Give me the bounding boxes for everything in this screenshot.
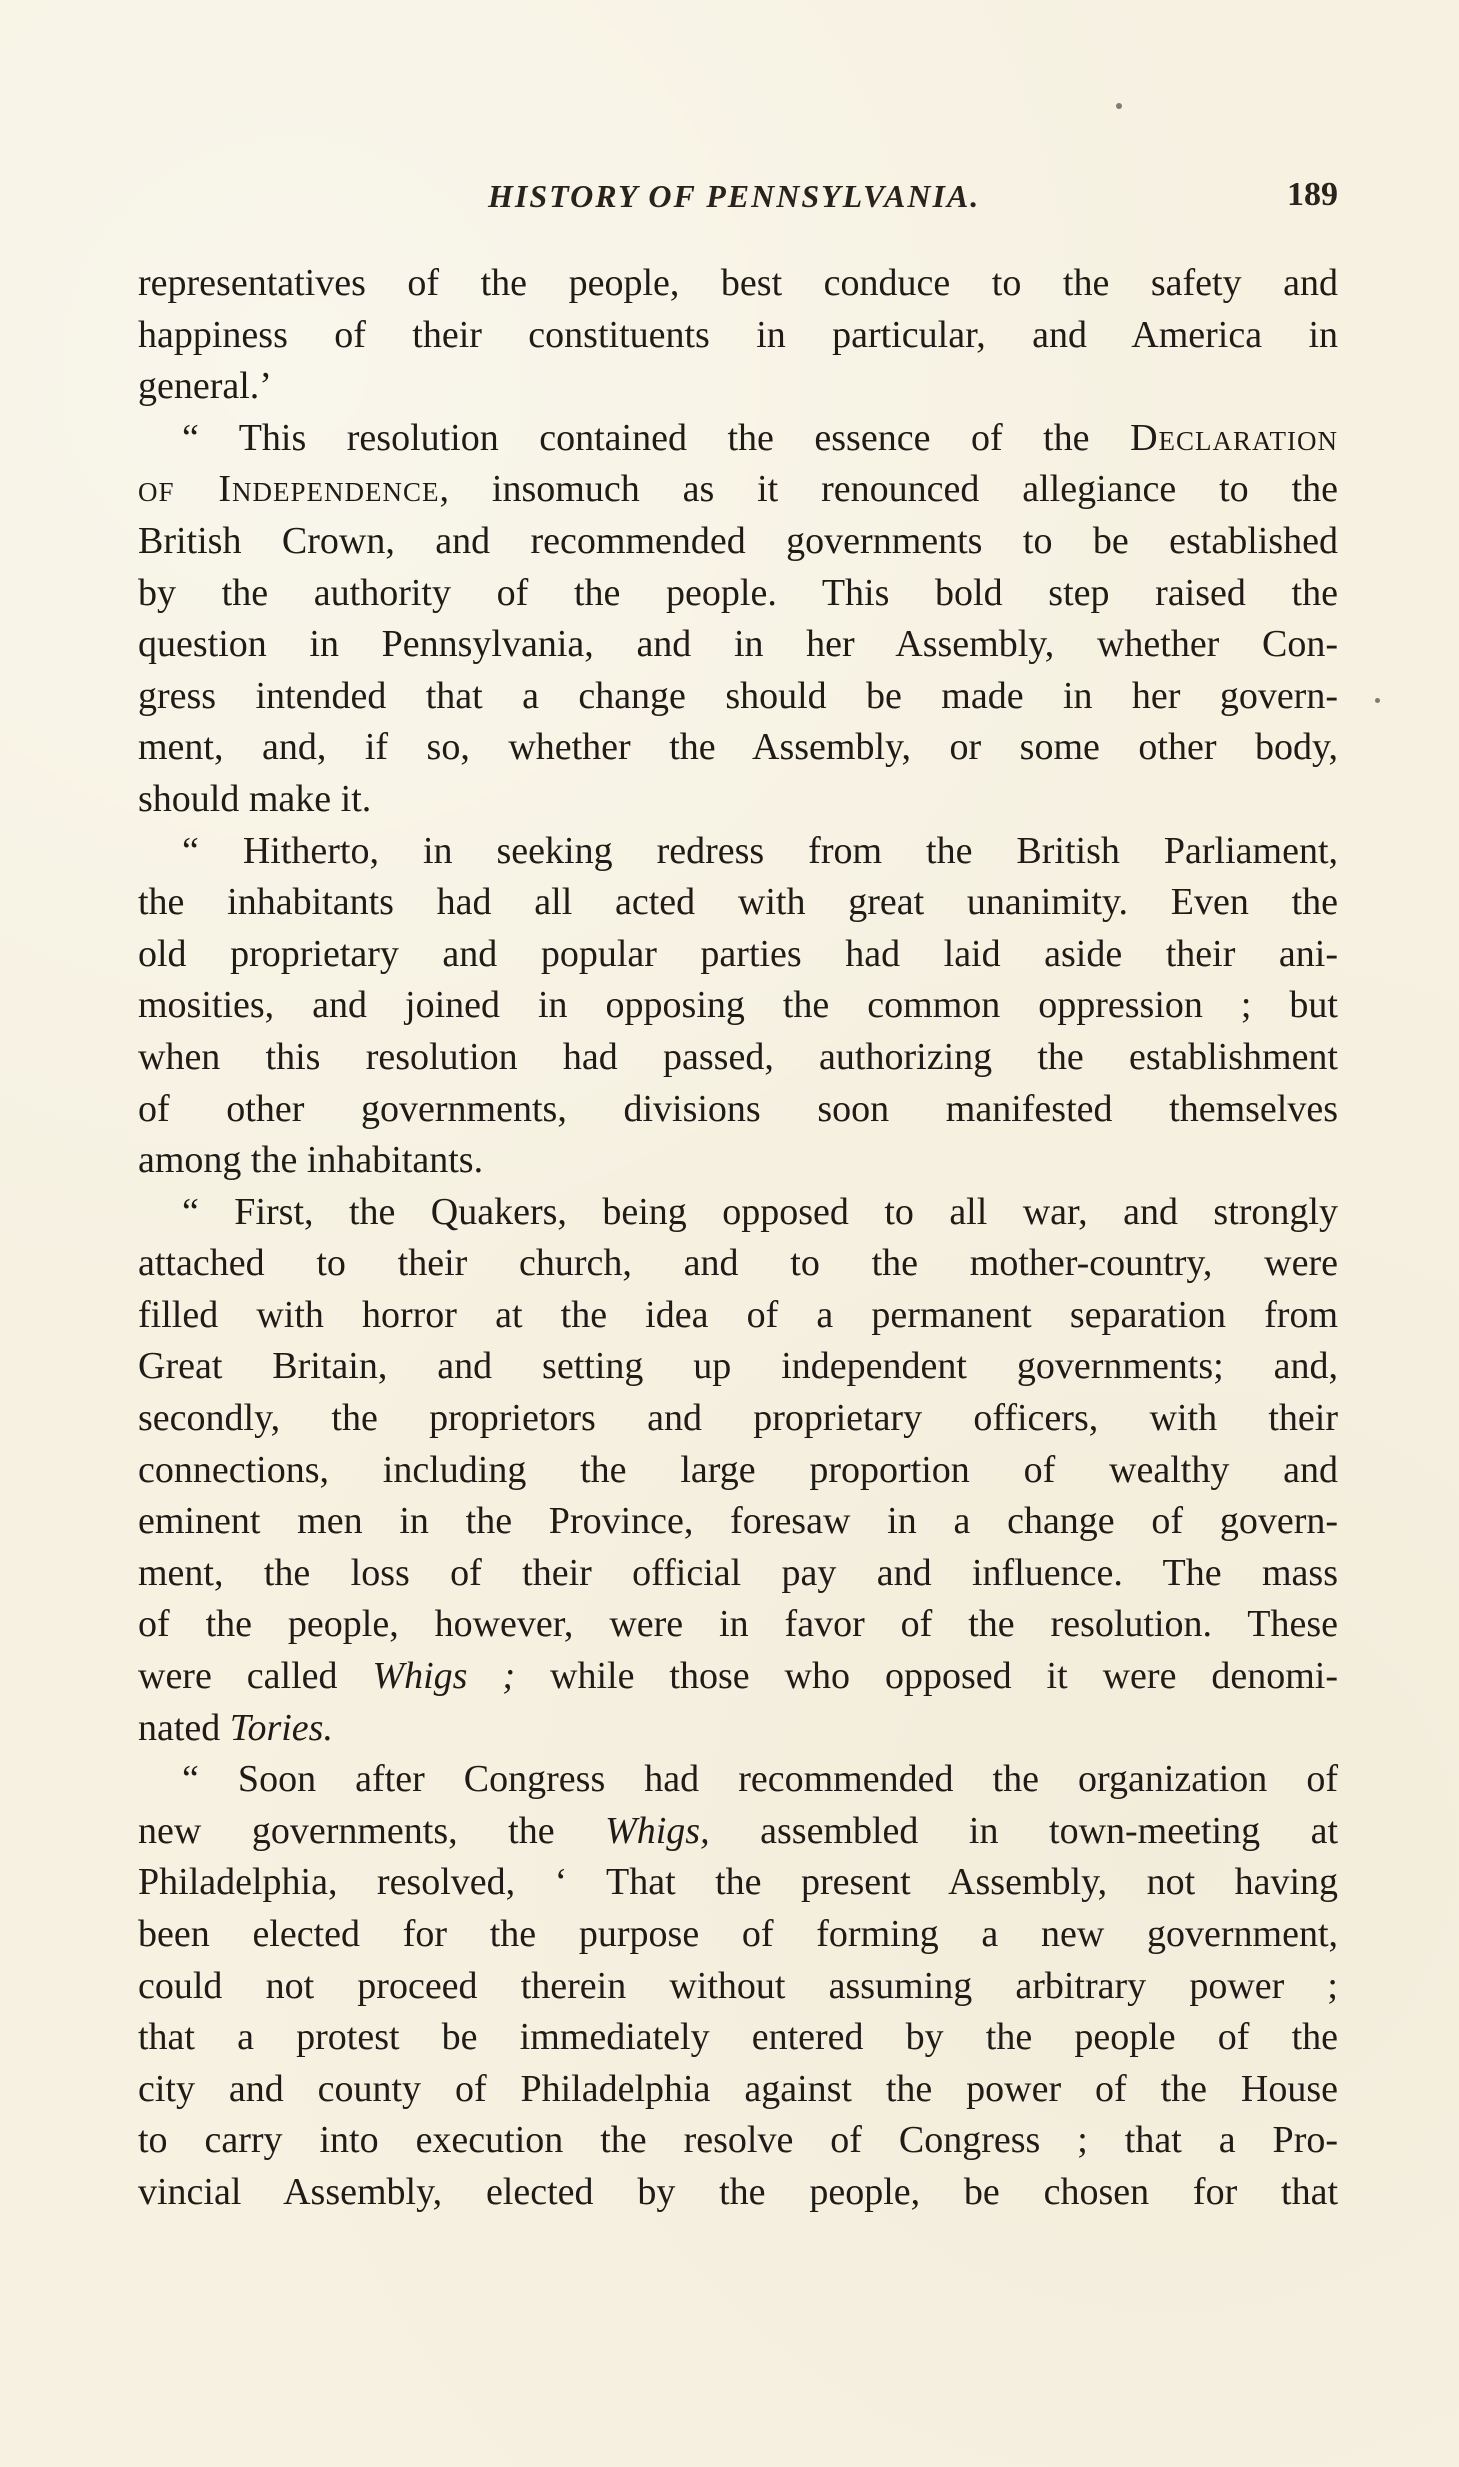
running-head: HISTORY OF PENNSYLVANIA.: [488, 178, 981, 214]
page-header: [138, 178, 1338, 230]
text-line: representatives of the people, best conduce to the safety and: [138, 262, 1338, 304]
text-line: “ This resolution contained the essence of the Declaration: [182, 416, 1338, 459]
text-line: were called Whigs ; while those who opposed it were denomi-: [138, 1655, 1339, 1698]
text-line: mosities, and joined in opposing the common oppression ; but: [138, 984, 1338, 1027]
text-line: Great Britain, and setting up independent governments; and,: [138, 1345, 1338, 1388]
text-line: ment, the loss of their official pay and influence. The mass: [138, 1551, 1338, 1594]
text-line: connections, including the large proportion of wealthy and: [138, 1448, 1338, 1491]
text-line: secondly, the proprietors and proprietary officers, with their: [138, 1397, 1338, 1440]
text-line: ment, and, if so, whether the Assembly, or some other body,: [138, 726, 1338, 769]
margin-speck-right: [1375, 698, 1380, 703]
text-line: that a protest be immediately entered by the people of the: [138, 2016, 1338, 2059]
text-line: to carry into execution the resolve of Congress ; that a Pro-: [138, 2119, 1338, 2162]
text-line: of the people, however, were in favor of the resolution. These: [138, 1603, 1338, 1646]
text-line: general.’: [138, 365, 272, 408]
text-line: when this resolution had passed, authorizing the establishment: [138, 1035, 1338, 1078]
text-line: nated Tories.: [138, 1706, 333, 1749]
text-line: been elected for the purpose of forming a new government,: [138, 1913, 1338, 1955]
text-line: British Crown, and recommended governments to be established: [138, 519, 1338, 562]
text-line: gress intended that a change should be made in her govern-: [138, 674, 1338, 717]
text-line: “ First, the Quakers, being opposed to all war, and strongly: [182, 1190, 1338, 1233]
page-number: 189: [1287, 176, 1338, 213]
text-line: question in Pennsylvania, and in her Assembly, whether Con-: [138, 623, 1338, 666]
text-line: city and county of Philadelphia against the power of the House: [138, 2067, 1338, 2110]
body-text: [138, 258, 1338, 2219]
text-line: of other governments, divisions soon manifested themselves: [138, 1087, 1338, 1130]
text-line: attached to their church, and to the mother-country, were: [138, 1242, 1338, 1285]
text-line: could not proceed therein without assuming arbitrary power ;: [138, 1964, 1338, 2007]
text-line: Philadelphia, resolved, ‘ That the present Assembly, not having: [138, 1861, 1338, 1904]
text-line: should make it.: [138, 777, 372, 820]
text-line: filled with horror at the idea of a permanent separation from: [138, 1293, 1338, 1336]
text-line: vincial Assembly, elected by the people, be chosen for that: [138, 2170, 1338, 2213]
text-line: happiness of their constituents in particular, and America in: [138, 313, 1338, 356]
text-line: by the authority of the people. This bold step raised the: [138, 571, 1338, 614]
text-line: “ Hitherto, in seeking redress from the British Parliament,: [182, 829, 1338, 872]
text-line: the inhabitants had all acted with great unanimity. Even the: [138, 881, 1338, 924]
text-line: among the inhabitants.: [138, 1139, 484, 1182]
text-line: eminent men in the Province, foresaw in a change of govern-: [138, 1500, 1338, 1543]
margin-speck-top: [1116, 103, 1122, 109]
text-line: of Independence, insomuch as it renounced allegiance to the: [138, 468, 1338, 511]
text-line: “ Soon after Congress had recommended the organization of: [182, 1758, 1338, 1801]
text-line: new governments, the Whigs, assembled in town-meeting at: [138, 1809, 1339, 1852]
text-line: old proprietary and popular parties had laid aside their ani-: [138, 932, 1338, 975]
